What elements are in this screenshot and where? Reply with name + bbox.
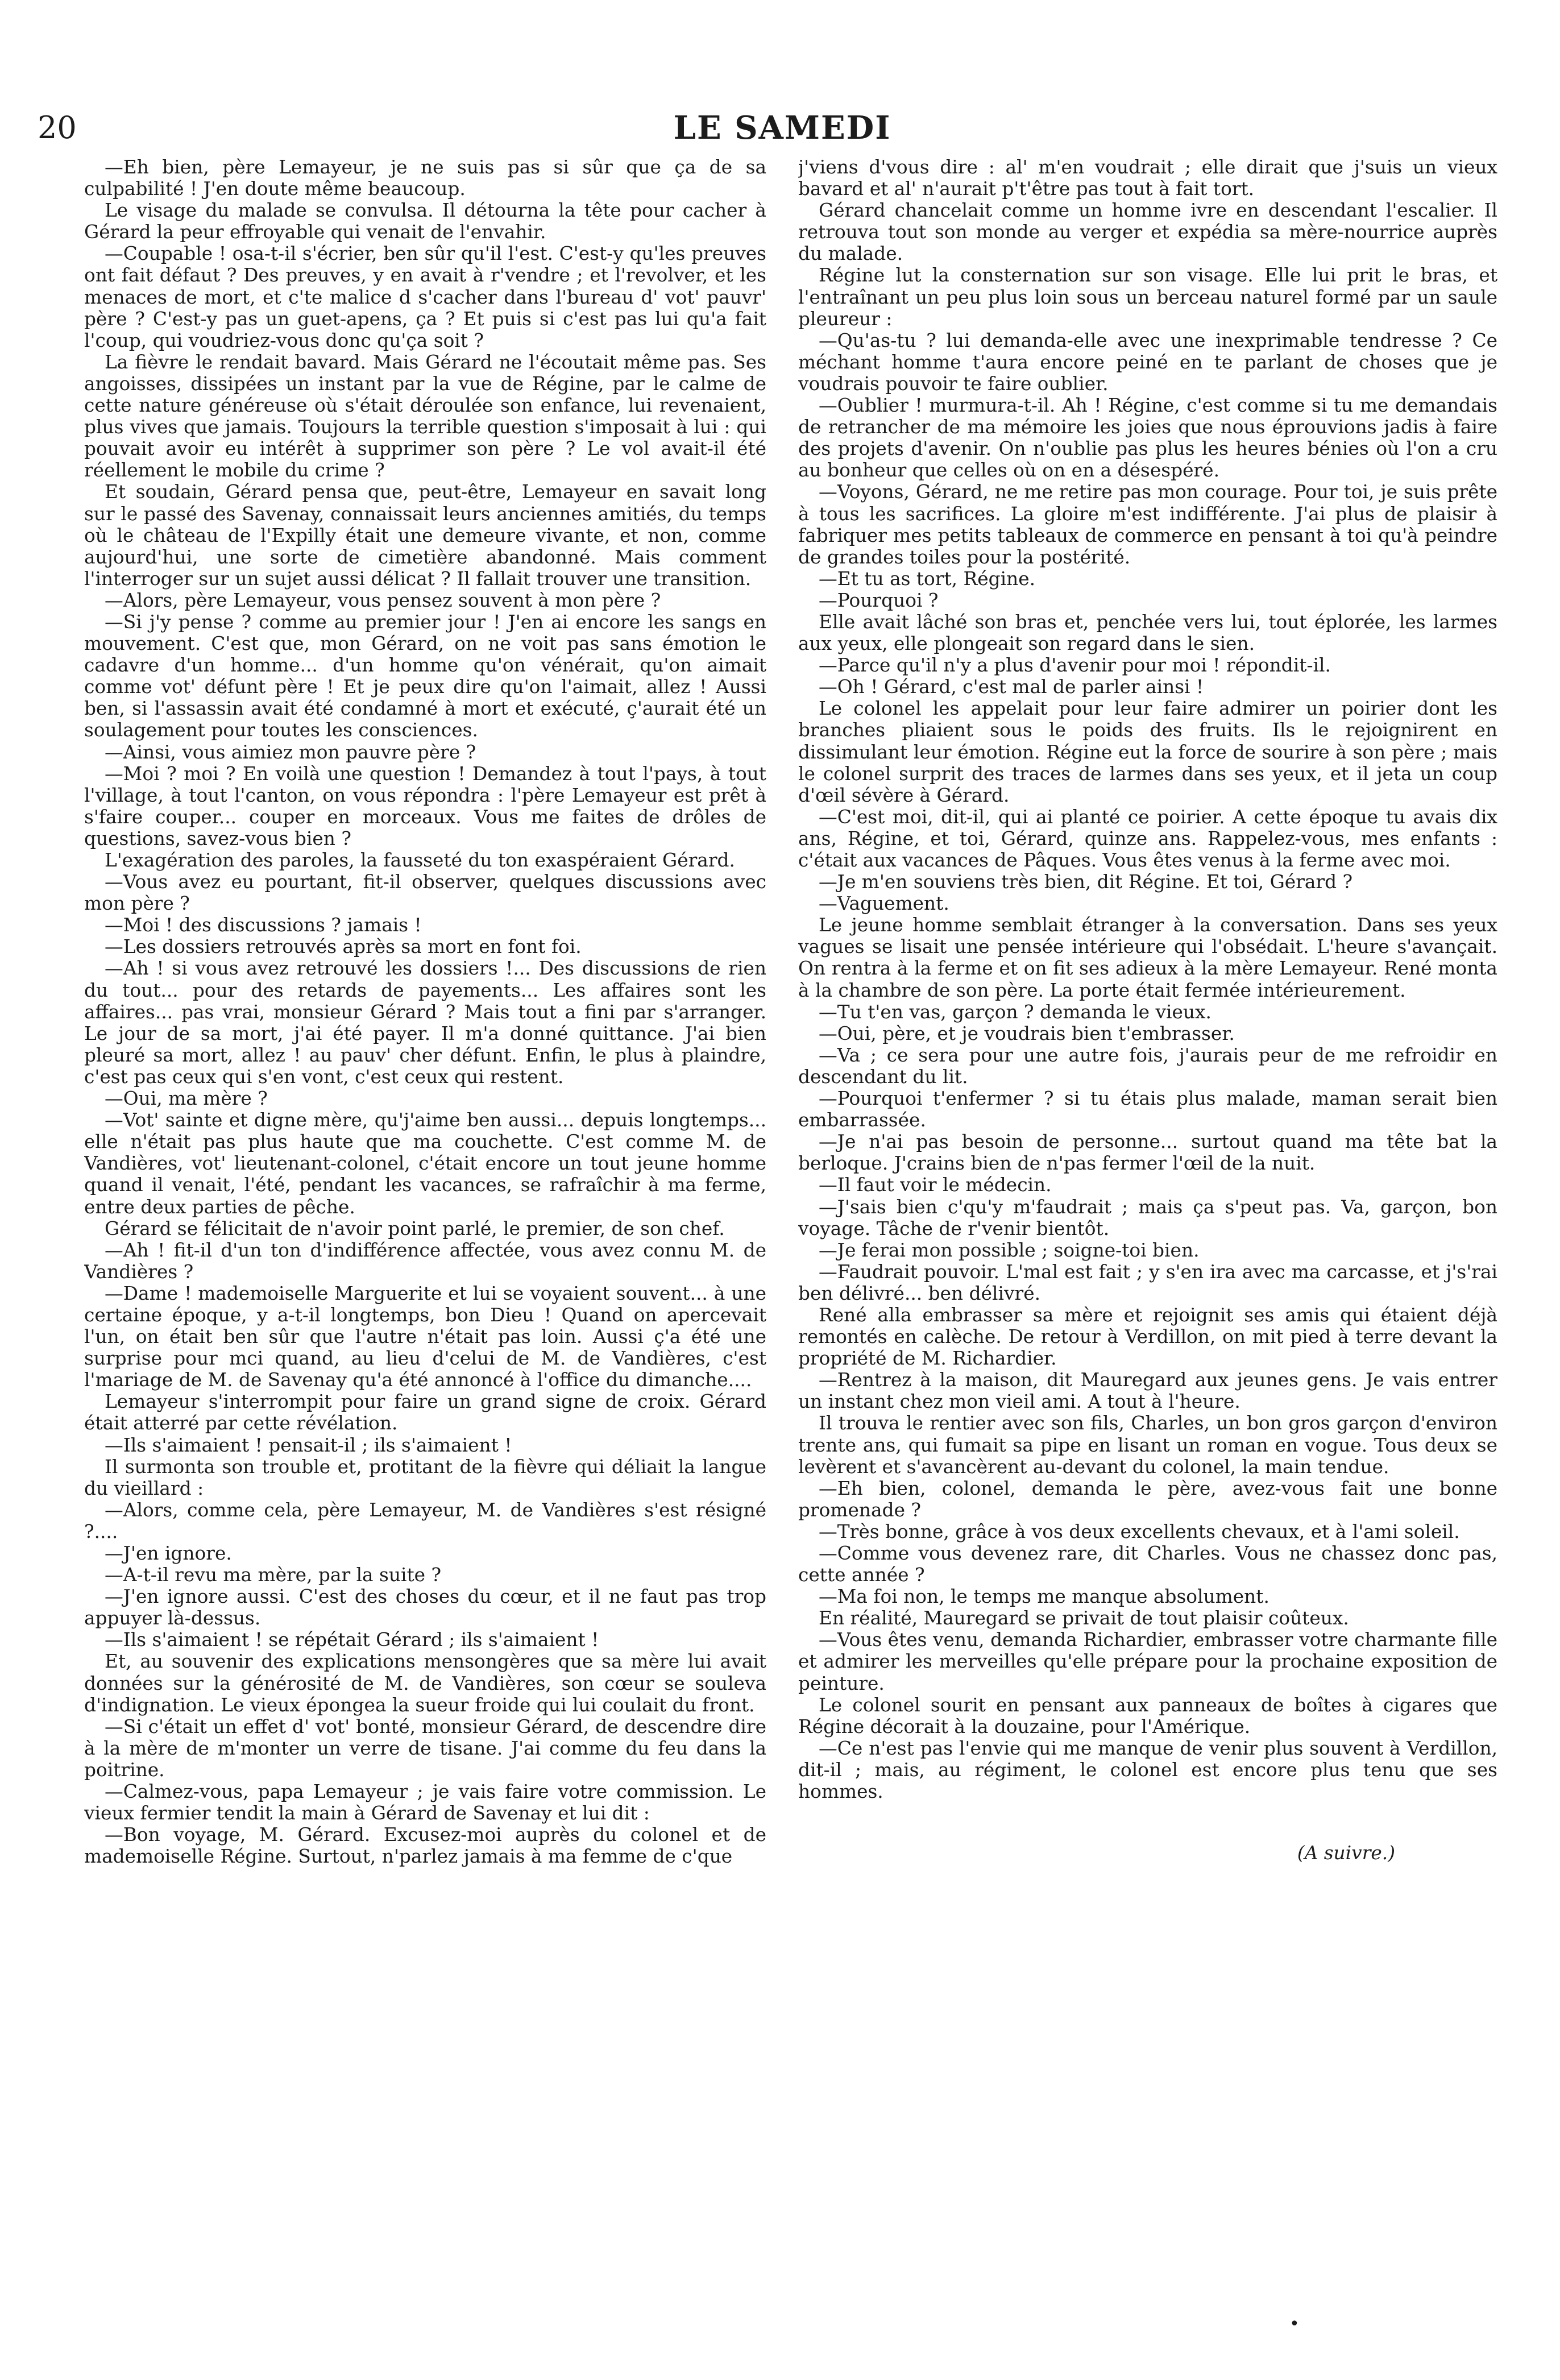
paragraph: L'exagération des paroles, la fausseté du ton exaspéraient Gérard. bbox=[105, 849, 735, 871]
paragraph: —C'est moi, dit-il, qui ai planté ce poirier. A cette époque tu avais dix ans, Régine, et toi, Gérard, quinze ans. Rappelez-vous, mes enfants : c'était aux vacances de Pâques. Vous êtes venus à la ferme avec moi. bbox=[798, 806, 1497, 871]
paragraph: —Alors, comme cela, père Lemayeur, M. de Vandières s'est résigné ?.... bbox=[84, 1499, 766, 1543]
paragraph: —Bon voyage, M. Gérard. Excusez-moi auprès du colonel et de mademoiselle Régine. Surtout, n'parlez jamais à ma femme de c'que bbox=[84, 1824, 766, 1868]
paragraph: —Pourquoi t'enfermer ? si tu étais plus malade, maman serait bien embarrassée. bbox=[798, 1088, 1497, 1131]
paragraph: Gérard se félicitait de n'avoir point parlé, le premier, de son chef. bbox=[105, 1217, 725, 1239]
paragraph: j'viens d'vous dire : al' m'en voudrait ; elle dirait que j'suis un vieux bavard et al' n'aurait p't'être pas tout à fait tort. bbox=[798, 156, 1497, 200]
paragraph: —Eh bien, colonel, demanda le père, avez-vous fait une bonne promenade ? bbox=[798, 1477, 1497, 1521]
paragraph: Elle avait lâché son bras et, penchée vers lui, tout éplorée, les larmes aux yeux, elle plongeait son regard dans le sien. bbox=[798, 611, 1497, 655]
paragraph: Lemayeur s'interrompit pour faire un grand signe de croix. Gérard était atterré par cette révélation. bbox=[84, 1391, 766, 1434]
paragraph: —J'sais bien c'qu'y m'faudrait ; mais ça s'peut pas. Va, garçon, bon voyage. Tâche de r'venir bientôt. bbox=[798, 1196, 1497, 1239]
paragraph: —Tu t'en vas, garçon ? demanda le vieux. bbox=[819, 1001, 1212, 1023]
paragraph: —J'en ignore aussi. C'est des choses du cœur, et il ne faut pas trop appuyer là-dessus. bbox=[84, 1586, 766, 1629]
paragraph: —Coupable ! osa-t-il s'écrier, ben sûr qu'il l'est. C'est-y qu'les preuves ont fait défaut ? Des preuves, y en avait à r'vendre ; et l'revolver, et les menaces de mort, et c'te malice d s'cacher dans l'bureau d' vot' pauvr' père ? C'est-y pas un guet-apens, ça ? Et puis si c'est pas lui qu'a fait l'coup, qui voudriez-vous donc qu'ça soit ? bbox=[84, 243, 766, 351]
paragraph: —Va ; ce sera pour une autre fois, j'aurais peur de me refroidir en descendant du lit. bbox=[798, 1044, 1497, 1088]
paragraph: Gérard chancelait comme un homme ivre en descendant l'escalier. Il retrouva tout son monde au verger et expédia sa mère-nourrice auprès du malade. bbox=[798, 200, 1497, 265]
paragraph: —Parce qu'il n'y a plus d'avenir pour moi ! répondit-il. bbox=[819, 654, 1331, 677]
paragraph: —Oublier ! murmura-t-il. Ah ! Régine, c'est comme si tu me demandais de retrancher de ma mémoire les joies que nous éprouvions jadis à faire des projets d'avenir. On n'oublie pas plus les heures bénies où l'on a cru au bonheur que celles où on en a désespéré. bbox=[798, 395, 1497, 482]
paragraph: Et soudain, Gérard pensa que, peut-être, Lemayeur en savait long sur le passé des Savenay, connaissait leurs anciennes amitiés, du temps où le château de l'Expilly était une demeure vivante, et non, comme aujourd'hui, une sorte de cimetière abandonné. Mais comment l'interroger sur un sujet aussi délicat ? Il fallait trouver une transition. bbox=[84, 481, 766, 590]
paragraph: René alla embrasser sa mère et rejoignit ses amis qui étaient déjà remontés en calèche. De retour à Verdillon, on mit pied à terre devant la propriété de M. Richardier. bbox=[798, 1304, 1497, 1370]
paragraph: Il surmonta son trouble et, protitant de la fièvre qui déliait la langue du vieillard : bbox=[84, 1456, 766, 1499]
paragraph: —Alors, père Lemayeur, vous pensez souvent à mon père ? bbox=[105, 589, 661, 611]
paragraph: —Très bonne, grâce à vos deux excellents chevaux, et à l'ami soleil. bbox=[819, 1520, 1460, 1543]
paragraph: Le visage du malade se convulsa. Il détourna la tête pour cacher à Gérard la peur effroyable qui venait de l'envahir. bbox=[84, 200, 766, 243]
paragraph: —Eh bien, père Lemayeur, je ne suis pas si sûr que ça de sa culpabilité ! J'en doute même beaucoup. bbox=[84, 156, 766, 200]
paragraph: —Pourquoi ? bbox=[819, 589, 939, 611]
paragraph: —Qu'as-tu ? lui demanda-elle avec une inexprimable tendresse ? Ce méchant homme t'aura encore peiné en te parlant de choses que je voudrais pouvoir te faire oublier. bbox=[798, 329, 1497, 395]
paragraph: —Vous êtes venu, demanda Richardier, embrasser votre charmante fille et admirer les merveilles qu'elle prépare pour la prochaine exposition de peinture. bbox=[798, 1629, 1497, 1694]
paragraph: —Oui, ma mère ? bbox=[105, 1088, 268, 1110]
paragraph: —Les dossiers retrouvés après sa mort en font foi. bbox=[105, 936, 582, 958]
paragraph: —Faudrait pouvoir. L'mal est fait ; y s'en ira avec ma carcasse, et j's'rai ben délivré... ben délivré. bbox=[798, 1261, 1497, 1304]
paragraph: Régine lut la consternation sur son visage. Elle lui prit le bras, et l'entraînant un peu plus loin sous un berceau naturel formé par un saule pleureur : bbox=[798, 264, 1497, 330]
paragraph: —Je ferai mon possible ; soigne-toi bien. bbox=[819, 1239, 1200, 1261]
paragraph: —Dame ! mademoiselle Marguerite et lui se voyaient souvent... à une certaine époque, y a-t-il longtemps, bon Dieu ! Quand on apercevait l'un, on était ben sûr que l'autre n'était pas loin. Aussi ç'a été une surprise pour mci quand, au lieu d'celui de M. de Vandières, c'est l'mariage de M. de Savenay qu'a été annoncé à l'office du dimanche.... bbox=[84, 1282, 766, 1391]
paragraph: —Ah ! si vous avez retrouvé les dossiers !... Des discussions de rien du tout... pour des retards de payements... Les affaires sont les affaires... pas vrai, monsieur Gérard ? Mais tout a fini par s'arranger. Le jour de sa mort, j'ai été payer. Il m'a donné quittance. J'ai bien pleuré sa mort, allez ! au pauv' cher défunt. Enfin, le plus à plaindre, c'est pas ceux qui s'en vont, c'est ceux qui restent. bbox=[84, 957, 766, 1088]
paragraph: —Si j'y pense ? comme au premier jour ! J'en ai encore les sangs en mouvement. C'est que, mon Gérard, on ne voit pas sans émotion le cadavre d'un homme... d'un homme qu'on vénérait, qu'on aimait comme vot' défunt père ! Et je peux dire qu'on l'aimait, allez ! Aussi ben, si l'assassin avait été condamné à mort et exécuté, ç'aurait été un soulagement pour toutes les consciences. bbox=[84, 611, 766, 741]
paragraph: —Moi ! des discussions ? jamais ! bbox=[105, 914, 422, 936]
paragraph: —Oh ! Gérard, c'est mal de parler ainsi ! bbox=[819, 676, 1204, 698]
paragraph: —Ah ! fit-il d'un ton d'indifférence affectée, vous avez connu M. de Vandières ? bbox=[84, 1239, 766, 1283]
paragraph: —Ainsi, vous aimiez mon pauvre père ? bbox=[105, 741, 476, 763]
paragraph: —J'en ignore. bbox=[105, 1543, 232, 1564]
paragraph: Le colonel sourit en pensant aux panneaux de boîtes à cigares que Régine décorait à la douzaine, pour l'Amérique. bbox=[798, 1694, 1497, 1738]
paragraph: La fièvre le rendait bavard. Mais Gérard ne l'écoutait même pas. Ses angoisses, dissipées un instant par la vue de Régine, par le calme de cette nature généreuse où s'était déroulée son enfance, lui revenaient, plus vives que jamais. Toujours la terrible question s'imposait à lui : qui pouvait avoir eu intérêt à supprimer son père ? Le vol avait-il été réellement le mobile du crime ? bbox=[84, 351, 766, 482]
paragraph: —Voyons, Gérard, ne me retire pas mon courage. Pour toi, je suis prête à tous les sacrifices. La gloire m'est indifférente. J'ai plus de plaisir à fabriquer mes petits tableaux de commerce en pensant à toi qu'à peindre de grandes toiles pour la postérité. bbox=[798, 481, 1497, 568]
paragraph: —Si c'était un effet d' vot' bonté, monsieur Gérard, de descendre dire à la mère de m'monter un verre de tisane. J'ai comme du feu dans la poitrine. bbox=[84, 1715, 766, 1781]
paragraph: —Vot' sainte et digne mère, qu'j'aime ben aussi... depuis longtemps... elle n'était pas plus haute que ma couchette. C'est comme M. de Vandières, vot' lieutenant-colonel, c'était encore un tout jeune homme quand il venait, l'été, pendant les vacances, se rafraîchir à ma ferme, entre deux parties de pêche. bbox=[84, 1109, 766, 1218]
paragraph: —A-t-il revu ma mère, par la suite ? bbox=[105, 1564, 442, 1586]
paragraph: En réalité, Mauregard se privait de tout plaisir coûteux. bbox=[819, 1607, 1349, 1629]
paragraph: —Rentrez à la maison, dit Mauregard aux jeunes gens. Je vais entrer un instant chez mon vieil ami. A tout à l'heure. bbox=[798, 1369, 1497, 1413]
paragraph: —Ils s'aimaient ! pensait-il ; ils s'aimaient ! bbox=[105, 1434, 512, 1456]
paragraph: —Ma foi non, le temps me manque absolument. bbox=[819, 1586, 1269, 1608]
paragraph: Il trouva le rentier avec son fils, Charles, un bon gros garçon d'environ trente ans, qui fumait sa pipe en lisant un roman en vogue. Tous deux se levèrent et s'avancèrent au-devant du colonel, la main tendue. bbox=[798, 1412, 1497, 1478]
left-text-column bbox=[84, 156, 766, 2300]
paragraph: —Il faut voir le médecin. bbox=[819, 1174, 1052, 1196]
journal-title: LE SAMEDI bbox=[673, 109, 891, 147]
page-number: 20 bbox=[38, 110, 77, 146]
paragraph: —Ce n'est pas l'envie qui me manque de venir plus souvent à Verdillon, dit-il ; mais, au régiment, le colonel est encore plus tenu que ses hommes. bbox=[798, 1737, 1497, 1803]
paragraph: —Et tu as tort, Régine. bbox=[819, 567, 1036, 590]
page-header bbox=[38, 108, 1527, 148]
paragraph: —Je m'en souviens très bien, dit Régine. Et toi, Gérard ? bbox=[819, 871, 1353, 893]
page-mark: • bbox=[1289, 2314, 1300, 2334]
paragraph: —Oui, père, et je voudrais bien t'embrasser. bbox=[819, 1022, 1235, 1044]
right-text-column bbox=[798, 156, 1497, 2300]
to-be-continued-note: (A suivre.) bbox=[1297, 1842, 1395, 1864]
paragraph: —Vaguement. bbox=[819, 893, 949, 915]
paragraph: —Calmez-vous, papa Lemayeur ; je vais faire votre commission. Le vieux fermier tendit la main à Gérard de Savenay et lui dit : bbox=[84, 1781, 766, 1825]
paragraph: —Comme vous devenez rare, dit Charles. Vous ne chassez donc pas, cette année ? bbox=[798, 1543, 1497, 1586]
paragraph: —Je n'ai pas besoin de personne... surtout quand ma tête bat la berloque. J'crains bien de n'pas fermer l'œil de la nuit. bbox=[798, 1131, 1497, 1175]
paragraph: —Vous avez eu pourtant, fit-il observer, quelques discussions avec mon père ? bbox=[84, 871, 766, 915]
paragraph: Le jeune homme semblait étranger à la conversation. Dans ses yeux vagues se lisait une pensée intérieure qui l'obsédait. L'heure s'avançait. On rentra à la ferme et on fit ses adieux à la mère Lemayeur. René monta à la chambre de son père. La porte était fermée intérieurement. bbox=[798, 914, 1497, 1001]
paragraph: Le colonel les appelait pour leur faire admirer un poirier dont les branches pliaient sous le poids des fruits. Ils le rejoignirent en dissimulant leur émotion. Régine eut la force de sourire à son père ; mais le colonel surprit des traces de larmes dans ses yeux, et il jeta un coup d'œil sévère à Gérard. bbox=[798, 698, 1497, 806]
paragraph: Et, au souvenir des explications mensongères que sa mère lui avait données sur la générosité de M. de Vandières, son cœur se souleva d'indignation. Le vieux épongea la sueur froide qui lui coulait du front. bbox=[84, 1651, 766, 1716]
paragraph: —Moi ? moi ? En voilà une question ! Demandez à tout l'pays, à tout l'village, à tout l'canton, on vous répondra : l'père Lemayeur est prêt à s'faire couper... couper en morceaux. Vous me faites de drôles de questions, savez-vous bien ? bbox=[84, 762, 766, 849]
paragraph: —Ils s'aimaient ! se répétait Gérard ; ils s'aimaient ! bbox=[105, 1629, 599, 1651]
